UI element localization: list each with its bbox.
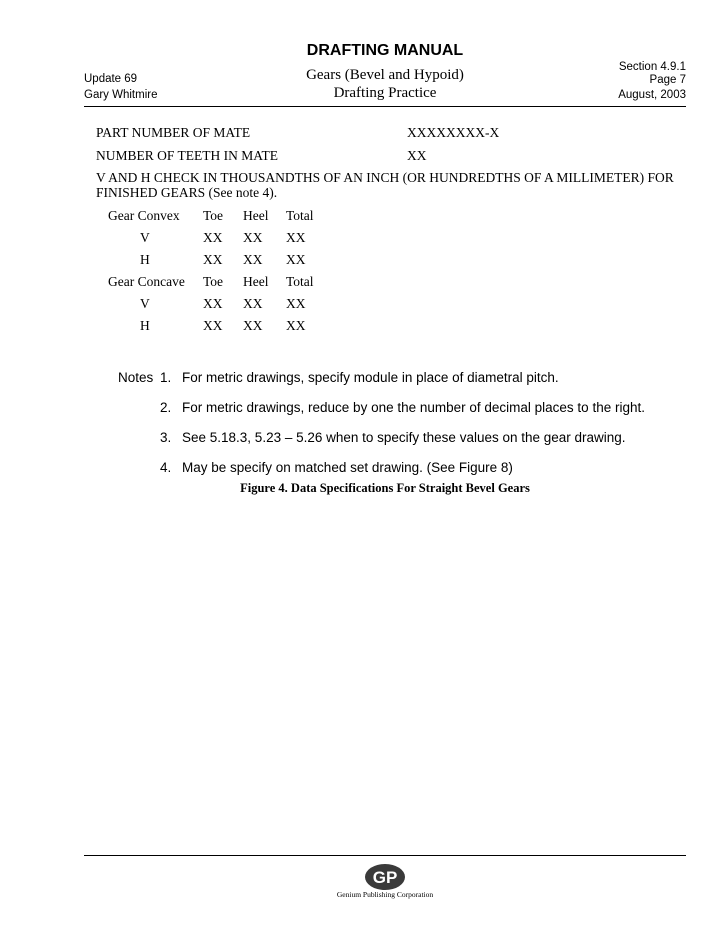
table-cell: XX	[286, 230, 306, 245]
figure-caption: Figure 4. Data Specifications For Straight Bevel Gears	[240, 481, 530, 495]
publisher-name: Genium Publishing Corporation	[336, 890, 434, 899]
logo-lettering: GP	[372, 868, 398, 887]
note-number: 4.	[160, 460, 172, 475]
table-cell: Toe	[203, 208, 224, 223]
table-cell: V	[140, 296, 150, 311]
vh-check-table	[108, 205, 336, 337]
footer-divider	[84, 855, 686, 856]
table-cell: Total	[286, 208, 314, 223]
table-row	[108, 293, 336, 315]
table-cell: Gear Concave	[108, 274, 185, 289]
table-cell: XX	[203, 230, 223, 245]
header-divider	[84, 106, 686, 107]
table-cell: Heel	[243, 208, 269, 223]
table-cell: Gear Convex	[108, 208, 180, 223]
table-cell: V	[140, 230, 150, 245]
revision-date: August, 2003	[618, 89, 686, 101]
table-cell: XX	[203, 296, 223, 311]
table-row	[108, 271, 336, 293]
document-subtitle: Gears (Bevel and Hypoid)	[306, 67, 464, 83]
check-instruction-line2: FINISHED GEARS (See note 4).	[96, 185, 278, 200]
table-cell: H	[140, 252, 150, 267]
note-text: See 5.18.3, 5.23 – 5.26 when to specify these values on the gear drawing.	[182, 430, 626, 445]
table-cell: H	[140, 318, 150, 333]
page-number: Page 7	[649, 74, 686, 86]
table-cell: XX	[286, 252, 306, 267]
table-row	[108, 315, 336, 337]
table-cell: XX	[243, 296, 263, 311]
mate-part-number-label: PART NUMBER OF MATE	[96, 125, 251, 140]
note-text: May be specify on matched set drawing. (See Figure 8)	[182, 460, 513, 475]
table-row	[108, 227, 336, 249]
author-name: Gary Whitmire	[84, 89, 158, 101]
table-cell: XX	[243, 252, 263, 267]
table-cell: XX	[203, 252, 223, 267]
update-label: Update 69	[84, 73, 138, 85]
manual-title: DRAFTING MANUAL	[306, 42, 464, 59]
mate-teeth-value: XX	[407, 148, 427, 163]
check-instruction-line1: V AND H CHECK IN THOUSANDTHS OF AN INCH (OR HUNDREDTHS OF A MILLIMETER) FOR	[96, 170, 674, 185]
table-cell: XX	[243, 318, 263, 333]
mate-part-number-value: XXXXXXXX-X	[407, 125, 500, 140]
document-category: Drafting Practice	[333, 85, 437, 101]
note-number: 1.	[160, 370, 172, 385]
table-cell: XX	[243, 230, 263, 245]
genium-logo-icon	[364, 862, 408, 892]
note-number: 3.	[160, 430, 172, 445]
note-text: For metric drawings, specify module in place of diametral pitch.	[182, 370, 559, 385]
note-number: 2.	[160, 400, 172, 415]
mate-teeth-label: NUMBER OF TEETH IN MATE	[96, 148, 278, 163]
table-cell: Heel	[243, 274, 269, 289]
table-cell: Total	[286, 274, 314, 289]
table-cell: Toe	[203, 274, 224, 289]
table-cell: XX	[203, 318, 223, 333]
table-row	[108, 249, 336, 271]
notes-label: Notes	[118, 370, 154, 385]
table-row	[108, 205, 336, 227]
note-text: For metric drawings, reduce by one the number of decimal places to the right.	[182, 400, 645, 415]
table-cell: XX	[286, 318, 306, 333]
table-cell: XX	[286, 296, 306, 311]
section-number: Section 4.9.1	[618, 61, 686, 73]
